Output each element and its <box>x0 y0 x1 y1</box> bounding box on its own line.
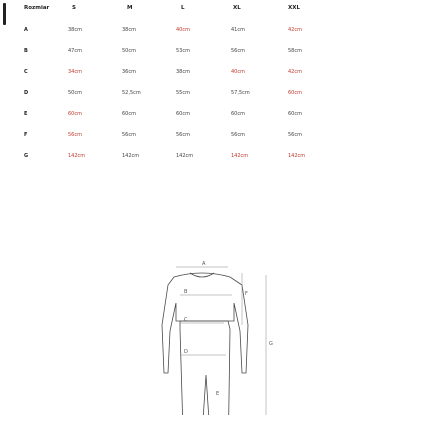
table-row <box>0 127 423 143</box>
row-label: D <box>24 90 29 96</box>
header-size-xxl: XXL <box>288 5 300 11</box>
dim-label-g: G <box>269 341 273 347</box>
table-cell: 60cm <box>176 111 190 117</box>
table-cell: 47cm <box>68 48 82 54</box>
header-size-xl: XL <box>233 5 241 11</box>
table-cell: 36cm <box>122 69 136 75</box>
table-cell: 60cm <box>231 111 245 117</box>
table-cell: 34cm <box>68 69 82 75</box>
table-cell: 142cm <box>122 153 140 159</box>
dim-label-b: B <box>184 289 188 295</box>
dimension-lines <box>176 267 266 415</box>
dim-label-c: C <box>184 317 188 323</box>
dim-label-d: D <box>184 349 188 355</box>
table-cell: 38cm <box>176 69 190 75</box>
table-cell: 60cm <box>68 111 82 117</box>
table-row <box>0 43 423 59</box>
table-cell: 38cm <box>68 27 82 33</box>
table-cell: 60cm <box>288 111 302 117</box>
header-size-m: M <box>127 5 133 11</box>
table-cell: 56cm <box>68 132 82 138</box>
table-cell: 41cm <box>231 27 245 33</box>
dim-label-f: F <box>245 291 248 297</box>
table-cell: 42cm <box>288 27 302 33</box>
table-row <box>0 64 423 80</box>
table-cell: 56cm <box>288 132 302 138</box>
table-cell: 53cm <box>176 48 190 54</box>
table-row <box>0 148 423 164</box>
size-table <box>0 0 423 205</box>
garment-diagram <box>150 255 290 415</box>
table-cell: 50cm <box>68 90 82 96</box>
table-cell: 40cm <box>176 27 190 33</box>
row-label: G <box>24 153 29 159</box>
table-cell: 52,5cm <box>122 90 141 96</box>
dim-label-e: E <box>216 391 220 397</box>
table-cell: 56cm <box>231 48 245 54</box>
table-row <box>0 22 423 38</box>
table-cell: 56cm <box>122 132 136 138</box>
row-label: B <box>24 48 28 54</box>
size-table-header <box>0 0 423 16</box>
header-size-s: S <box>72 5 76 11</box>
header-size-l: L <box>181 5 185 11</box>
table-cell: 142cm <box>288 153 306 159</box>
header-label: Rozmiar <box>24 5 50 11</box>
table-cell: 50cm <box>122 48 136 54</box>
table-cell: 142cm <box>176 153 194 159</box>
table-cell: 142cm <box>68 153 86 159</box>
table-cell: 58cm <box>288 48 302 54</box>
table-row <box>0 85 423 101</box>
table-cell: 142cm <box>231 153 249 159</box>
row-label: A <box>24 27 28 33</box>
table-cell: 38cm <box>122 27 136 33</box>
pants-outline <box>180 321 230 415</box>
table-cell: 42cm <box>288 69 302 75</box>
table-cell: 56cm <box>231 132 245 138</box>
table-cell: 57,5cm <box>231 90 250 96</box>
table-cell: 56cm <box>176 132 190 138</box>
table-cell: 40cm <box>231 69 245 75</box>
row-label: C <box>24 69 28 75</box>
row-label: F <box>24 132 28 138</box>
row-label: E <box>24 111 28 117</box>
table-row <box>0 106 423 122</box>
dim-label-a: A <box>202 261 206 267</box>
table-cell: 55cm <box>176 90 190 96</box>
table-cell: 60cm <box>288 90 302 96</box>
table-cell: 60cm <box>122 111 136 117</box>
